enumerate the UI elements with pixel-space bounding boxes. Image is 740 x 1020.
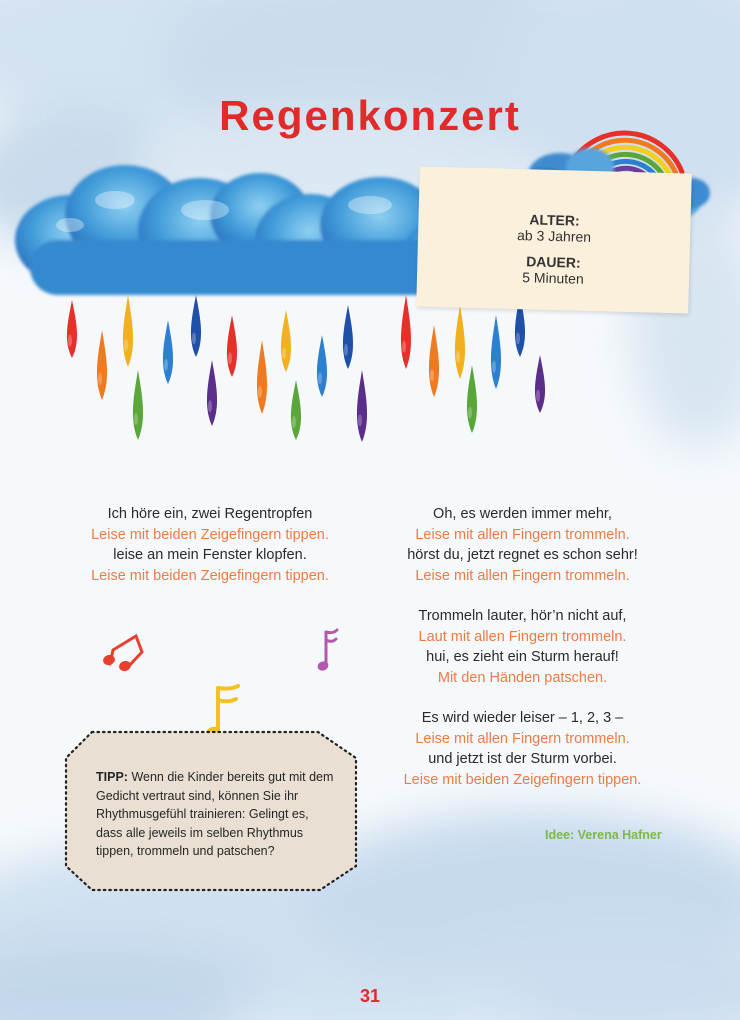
raindrop-highlight bbox=[318, 372, 322, 384]
raindrop-highlight bbox=[292, 416, 296, 428]
tip-text bbox=[96, 768, 336, 861]
raindrop-highlight bbox=[258, 386, 262, 398]
raindrop bbox=[357, 370, 367, 442]
music-note-purple-icon bbox=[317, 630, 337, 671]
duration-label: DAUER: bbox=[525, 253, 581, 271]
poem-action-line: Leise mit allen Fingern trommeln. bbox=[415, 526, 630, 543]
raindrop-highlight bbox=[536, 390, 540, 402]
raindrop bbox=[317, 335, 327, 397]
raindrop-highlight bbox=[134, 413, 138, 425]
info-card bbox=[416, 166, 692, 313]
raindrop bbox=[467, 365, 477, 433]
poem-text-line: Ich höre ein, zwei Regentropfen bbox=[107, 506, 313, 522]
raindrop bbox=[291, 380, 301, 440]
poem-action-line: Laut mit allen Fingern trommeln. bbox=[418, 628, 627, 645]
page-number: 31 bbox=[359, 986, 381, 1006]
raindrop-highlight bbox=[98, 373, 102, 385]
rain-cloud-icon bbox=[15, 165, 475, 295]
poem-action-line: Leise mit beiden Zeigefingern tippen. bbox=[91, 567, 329, 584]
raindrop bbox=[133, 370, 143, 440]
poem-action-line: Leise mit beiden Zeigefingern tippen. bbox=[91, 526, 329, 543]
credit: Idee: Verena Hafner bbox=[545, 828, 662, 842]
raindrop bbox=[207, 360, 217, 426]
raindrop-highlight bbox=[208, 400, 212, 412]
poem-action-line: Mit den Händen patschen. bbox=[437, 669, 608, 686]
raindrop bbox=[401, 295, 411, 369]
raindrop bbox=[163, 320, 173, 384]
raindrop bbox=[123, 295, 133, 367]
raindrop-highlight bbox=[516, 332, 520, 344]
raindrop bbox=[97, 330, 107, 400]
duration-value: 5 Minuten bbox=[522, 269, 584, 287]
raindrop-highlight bbox=[468, 407, 472, 419]
raindrop bbox=[491, 315, 501, 389]
poem-left-column bbox=[80, 504, 340, 586]
raindrop-highlight bbox=[164, 359, 168, 371]
raindrop-highlight bbox=[192, 332, 196, 344]
poem-right-column bbox=[390, 504, 655, 790]
poem-text-line: Trommeln lauter, hör’n nicht auf, bbox=[418, 608, 627, 624]
raindrop bbox=[191, 295, 201, 357]
poem-text-line: hörst du, jetzt regnet es schon sehr! bbox=[407, 547, 638, 563]
raindrop bbox=[535, 355, 545, 413]
raindrop bbox=[455, 305, 465, 379]
raindrop-highlight bbox=[68, 335, 72, 347]
page-title: Regenkonzert bbox=[219, 92, 521, 139]
music-note-red-icon bbox=[102, 636, 142, 672]
age-label: ALTER: bbox=[529, 211, 580, 229]
raindrop bbox=[257, 340, 267, 414]
raindrop bbox=[227, 315, 237, 377]
raindrop-highlight bbox=[124, 339, 128, 351]
poem-text-line: Es wird wieder leiser – 1, 2, 3 – bbox=[421, 710, 624, 726]
raindrop bbox=[281, 310, 291, 372]
raindrops bbox=[67, 295, 545, 442]
poem-action-line: Leise mit beiden Zeigefingern tippen. bbox=[403, 771, 642, 788]
raindrop-highlight bbox=[344, 344, 348, 356]
tip-body: Wenn die Kinder bereits gut mit dem Gedicht vertraut sind, können Sie ihr Rhythmusgefühl trainieren: Gelingt es, dass alle jeweils im selben Rhythmus tippen, trommeln und patschen? bbox=[96, 770, 334, 858]
raindrop bbox=[429, 325, 439, 397]
poem-action-line: Leise mit allen Fingern trommeln. bbox=[415, 567, 630, 584]
raindrop bbox=[67, 300, 77, 358]
raindrop bbox=[343, 305, 353, 369]
poem-text-line: leise an mein Fenster klopfen. bbox=[113, 547, 307, 563]
raindrop-highlight bbox=[228, 352, 232, 364]
raindrop-highlight bbox=[430, 369, 434, 381]
raindrop-highlight bbox=[492, 361, 496, 373]
raindrop-highlight bbox=[282, 347, 286, 359]
stanza-gap bbox=[390, 586, 655, 606]
raindrop-highlight bbox=[402, 341, 406, 353]
age-value: ab 3 Jahren bbox=[516, 227, 592, 245]
poem-text-line: und jetzt ist der Sturm vorbei. bbox=[428, 751, 617, 767]
poem-text-line: hui, es zieht ein Sturm herauf! bbox=[426, 649, 619, 665]
stanza-gap bbox=[390, 688, 655, 708]
raindrop-highlight bbox=[456, 351, 460, 363]
raindrop-highlight bbox=[358, 414, 362, 426]
tip-label: TIPP: bbox=[96, 770, 128, 784]
poem-action-line: Leise mit allen Fingern trommeln. bbox=[415, 730, 630, 747]
poem-text-line: Oh, es werden immer mehr, bbox=[433, 506, 612, 522]
